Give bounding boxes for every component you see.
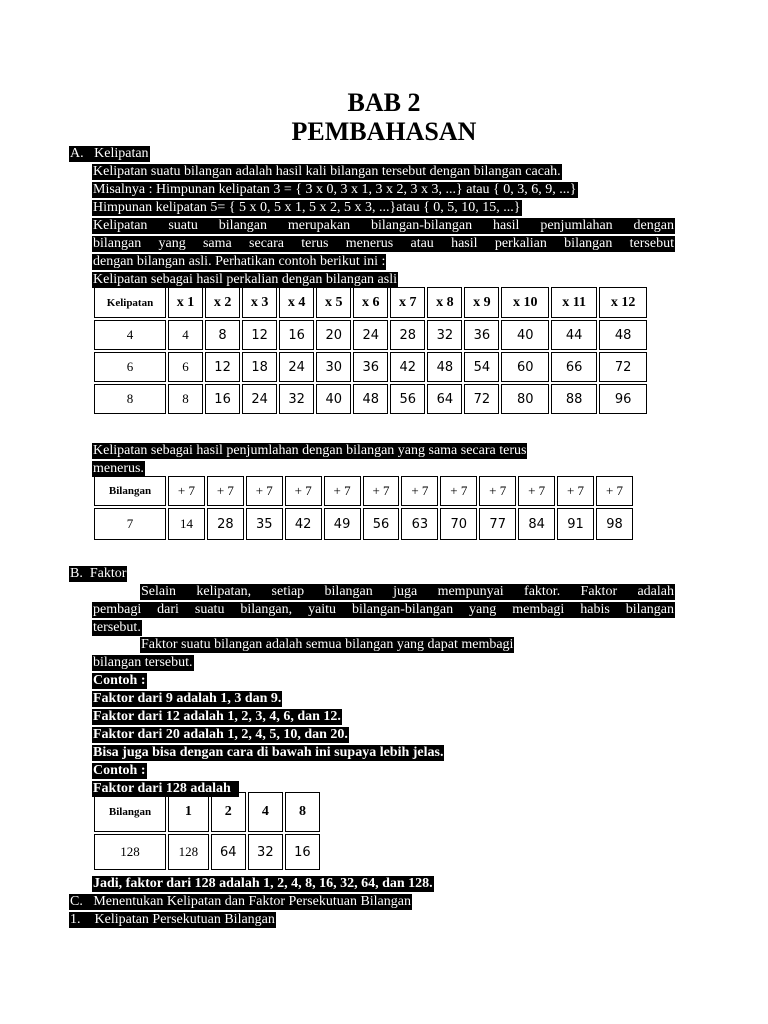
table-cell: 20: [316, 320, 351, 350]
table-header-cell: + 7: [285, 476, 322, 506]
table-cell: 28: [207, 508, 244, 540]
kelipatan-example-5: Himpunan kelipatan 5= { 5 x 0, 5 x 1, 5 x 2, 5 x 3, ...}atau { 0, 5, 10, 15, ...}: [93, 200, 521, 215]
table-header-cell: + 7: [207, 476, 244, 506]
table-cell: 70: [440, 508, 477, 540]
table-header-cell: + 7: [363, 476, 400, 506]
table-cell: 88: [551, 384, 597, 414]
faktor-conclusion: Jadi, faktor dari 128 adalah 1, 2, 4, 8, 16, 32, 64, dan 128.: [93, 876, 433, 891]
table-cell: 32: [427, 320, 462, 350]
table-cell: 44: [551, 320, 597, 350]
table-cell: 72: [464, 384, 499, 414]
faktor-para1-line2: pembagi dari suatu bilangan, yaitu bilangan-bilangan yang membagi habis bilangan: [93, 602, 674, 617]
table-cell: 91: [557, 508, 594, 540]
multiplication-table: [92, 285, 649, 416]
kelipatan-para-line1: Kelipatan suatu bilangan merupakan bilangan-bilangan hasil penjumlahan dengan: [93, 218, 674, 233]
table-cell: 16: [279, 320, 314, 350]
contoh-label-1: Contoh :: [93, 673, 146, 688]
table-cell: 49: [324, 508, 361, 540]
table1-caption: Kelipatan sebagai hasil perkalian dengan bilangan asli: [93, 272, 398, 287]
table-cell: 40: [316, 384, 351, 414]
table-cell: 12: [242, 320, 277, 350]
table-cell: 6: [168, 352, 203, 382]
table-cell: 98: [596, 508, 633, 540]
faktor-para2-line1: Faktor suatu bilangan adalah semua bilangan yang dapat membagi: [141, 637, 514, 652]
table-cell: 56: [390, 384, 425, 414]
table-cell: 8: [205, 320, 240, 350]
table-header-cell: Bilangan: [94, 476, 166, 506]
table-cell: 6: [94, 352, 166, 382]
section-c-title: Menentukan Kelipatan dan Faktor Persekutuan Bilangan: [93, 894, 411, 909]
table-cell: 12: [205, 352, 240, 382]
table-header-cell: 2: [211, 792, 246, 832]
table-cell: 7: [94, 508, 166, 540]
table-cell: 14: [168, 508, 205, 540]
table-header-cell: x 4: [279, 287, 314, 318]
table-cell: 66: [551, 352, 597, 382]
table-header-cell: x 3: [242, 287, 277, 318]
table-cell: 48: [427, 352, 462, 382]
table-header-cell: + 7: [246, 476, 283, 506]
table2-caption-line2: menerus.: [93, 461, 144, 476]
table-row: [94, 834, 320, 870]
table-row: [94, 508, 633, 540]
factor-table: [92, 790, 322, 872]
table-cell: 4: [94, 320, 166, 350]
table-header-row: [94, 287, 647, 318]
faktor-example-12: Faktor dari 12 adalah 1, 2, 3, 4, 6, dan 12.: [93, 709, 341, 724]
table-cell: 48: [353, 384, 388, 414]
table-cell: 35: [246, 508, 283, 540]
table-header-cell: 1: [168, 792, 209, 832]
table-cell: 36: [353, 352, 388, 382]
table-cell: 63: [401, 508, 438, 540]
subsection-1-heading: [69, 912, 276, 928]
section-a-heading: [69, 146, 150, 162]
table-cell: 36: [464, 320, 499, 350]
table-row: [94, 384, 647, 414]
table-header-cell: + 7: [168, 476, 205, 506]
section-a-title: Kelipatan: [94, 146, 149, 161]
table-cell: 8: [168, 384, 203, 414]
table-header-cell: + 7: [479, 476, 516, 506]
table-header-cell: Bilangan: [94, 792, 166, 832]
contoh-label-2: Contoh :: [93, 763, 146, 778]
table-cell: 64: [211, 834, 246, 870]
faktor-method-note: Bisa juga bisa dengan cara di bawah ini supaya lebih jelas.: [93, 745, 444, 760]
faktor-example-9: Faktor dari 9 adalah 1, 3 dan 9.: [93, 691, 282, 706]
table-cell: 48: [599, 320, 647, 350]
table-header-cell: 4: [248, 792, 283, 832]
table-cell: 96: [599, 384, 647, 414]
table-header-row: [94, 476, 633, 506]
table-header-cell: 8: [285, 792, 320, 832]
table-header-cell: x 1: [168, 287, 203, 318]
table-cell: 16: [205, 384, 240, 414]
table-cell: 80: [501, 384, 549, 414]
table-header-cell: + 7: [324, 476, 361, 506]
table-row: [94, 320, 647, 350]
table-cell: 84: [518, 508, 555, 540]
table-header-cell: Kelipatan: [94, 287, 166, 318]
table-cell: 128: [168, 834, 209, 870]
kelipatan-definition: Kelipatan suatu bilangan adalah hasil kali bilangan tersebut dengan bilangan cacah.: [93, 164, 561, 179]
section-b-heading: [69, 566, 127, 582]
table-cell: 60: [501, 352, 549, 382]
table-cell: 30: [316, 352, 351, 382]
table-cell: 16: [285, 834, 320, 870]
section-c-label: C.: [70, 894, 83, 909]
table2-caption-line1: Kelipatan sebagai hasil penjumlahan dengan bilangan yang sama secara terus: [93, 443, 527, 458]
table-cell: 28: [390, 320, 425, 350]
table-header-row: [94, 792, 320, 832]
table-header-cell: x 12: [599, 287, 647, 318]
table-cell: 40: [501, 320, 549, 350]
table-header-cell: + 7: [440, 476, 477, 506]
section-b-label: B.: [70, 566, 83, 581]
table-header-cell: x 10: [501, 287, 549, 318]
faktor-example-20: Faktor dari 20 adalah 1, 2, 4, 5, 10, dan 20.: [93, 727, 348, 742]
table-header-cell: x 7: [390, 287, 425, 318]
table-cell: 77: [479, 508, 516, 540]
faktor-para1-line1: Selain kelipatan, setiap bilangan juga mempunyai faktor. Faktor adalah: [141, 584, 674, 599]
table-cell: 32: [279, 384, 314, 414]
table-header-cell: + 7: [518, 476, 555, 506]
table-cell: 24: [279, 352, 314, 382]
table-cell: 64: [427, 384, 462, 414]
chapter-title: PEMBAHASAN: [291, 117, 477, 146]
table-cell: 42: [285, 508, 322, 540]
table-header-cell: x 11: [551, 287, 597, 318]
table-row: [94, 352, 647, 382]
section-c-heading: [69, 894, 412, 910]
table-header-cell: x 5: [316, 287, 351, 318]
table-cell: 72: [599, 352, 647, 382]
table-header-cell: + 7: [557, 476, 594, 506]
table-header-cell: x 2: [205, 287, 240, 318]
kelipatan-example-3: Misalnya : Himpunan kelipatan 3 = { 3 x 0, 3 x 1, 3 x 2, 3 x 3, ...} atau { 0, 3, 6, 9, ...}: [93, 182, 577, 197]
kelipatan-para-line2: bilangan yang sama secara terus menerus atau hasil perkalian bilangan tersebut: [93, 236, 674, 251]
table-cell: 128: [94, 834, 166, 870]
section-a-label: A.: [70, 146, 84, 161]
table-cell: 18: [242, 352, 277, 382]
table-header-cell: x 6: [353, 287, 388, 318]
table-cell: 42: [390, 352, 425, 382]
faktor-para1-line3: tersebut.: [93, 620, 141, 635]
faktor-example-128: Faktor dari 128 adalah: [92, 781, 239, 797]
addition-table: [92, 474, 635, 542]
chapter-number: BAB 2: [347, 88, 421, 117]
table-cell: 24: [242, 384, 277, 414]
table-cell: 32: [248, 834, 283, 870]
table-cell: 54: [464, 352, 499, 382]
table-header-cell: x 9: [464, 287, 499, 318]
table-cell: 24: [353, 320, 388, 350]
subsection-1-label: 1.: [70, 912, 81, 927]
table-header-cell: + 7: [401, 476, 438, 506]
table-header-cell: + 7: [596, 476, 633, 506]
table-cell: 4: [168, 320, 203, 350]
table-header-cell: x 8: [427, 287, 462, 318]
section-b-title: Faktor: [89, 566, 127, 581]
table-cell: 56: [363, 508, 400, 540]
kelipatan-para-line3: dengan bilangan asli. Perhatikan contoh berikut ini :: [93, 254, 386, 269]
faktor-para2-line2: bilangan tersebut.: [93, 655, 193, 670]
subsection-1-title: Kelipatan Persekutuan Bilangan: [94, 912, 275, 927]
table-cell: 8: [94, 384, 166, 414]
